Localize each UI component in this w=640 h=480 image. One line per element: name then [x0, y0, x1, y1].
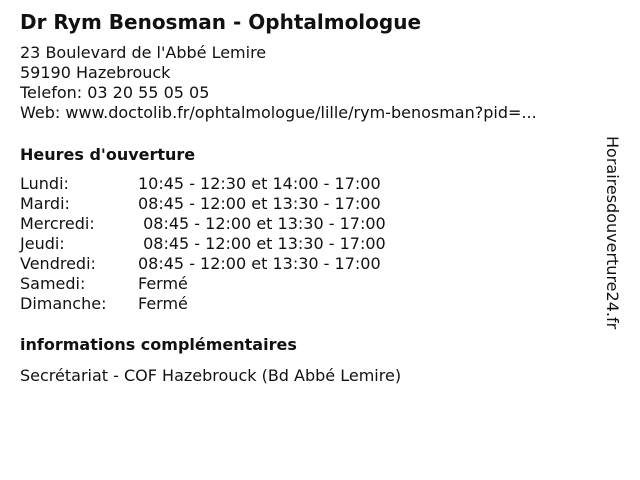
opening-hours-list	[20, 174, 386, 314]
day-label: Mardi:	[20, 194, 70, 213]
time-value: 08:45 - 12:00 et 13:30 - 17:00	[138, 254, 381, 273]
time-value: Fermé	[138, 294, 188, 313]
time-value: 08:45 - 12:00 et 13:30 - 17:00	[138, 214, 386, 233]
time-value: Fermé	[138, 274, 188, 293]
hours-row-jeudi	[20, 234, 386, 254]
time-value: 08:45 - 12:00 et 13:30 - 17:00	[138, 234, 386, 253]
day-label: Jeudi:	[20, 234, 65, 253]
hours-row-vendredi	[20, 254, 386, 274]
site-watermark: Horairesdouverture24.fr	[603, 136, 622, 330]
hours-row-mercredi	[20, 214, 386, 234]
day-label: Mercredi:	[20, 214, 95, 233]
additional-info-text: Secrétariat - COF Hazebrouck (Bd Abbé Lemire)	[20, 366, 402, 385]
phone-number: Telefon: 03 20 55 05 05	[20, 83, 210, 102]
time-value: 08:45 - 12:00 et 13:30 - 17:00	[138, 194, 381, 213]
website-link[interactable]: Web: www.doctolib.fr/ophtalmologue/lille/rym-benosman?pid=...	[20, 103, 537, 122]
additional-info-heading: informations complémentaires	[20, 335, 297, 354]
opening-hours-heading: Heures d'ouverture	[20, 145, 196, 164]
page-title: Dr Rym Benosman - Ophtalmologue	[20, 10, 422, 34]
day-label: Samedi:	[20, 274, 86, 293]
time-value: 10:45 - 12:30 et 14:00 - 17:00	[138, 174, 381, 193]
day-label: Vendredi:	[20, 254, 96, 273]
day-label: Dimanche:	[20, 294, 107, 313]
hours-row-samedi	[20, 274, 386, 294]
city-address: 59190 Hazebrouck	[20, 63, 171, 82]
hours-row-mardi	[20, 194, 386, 214]
hours-row-dimanche	[20, 294, 386, 314]
hours-row-lundi	[20, 174, 386, 194]
street-address: 23 Boulevard de l'Abbé Lemire	[20, 43, 267, 62]
contact-block	[20, 43, 537, 123]
day-label: Lundi:	[20, 174, 69, 193]
